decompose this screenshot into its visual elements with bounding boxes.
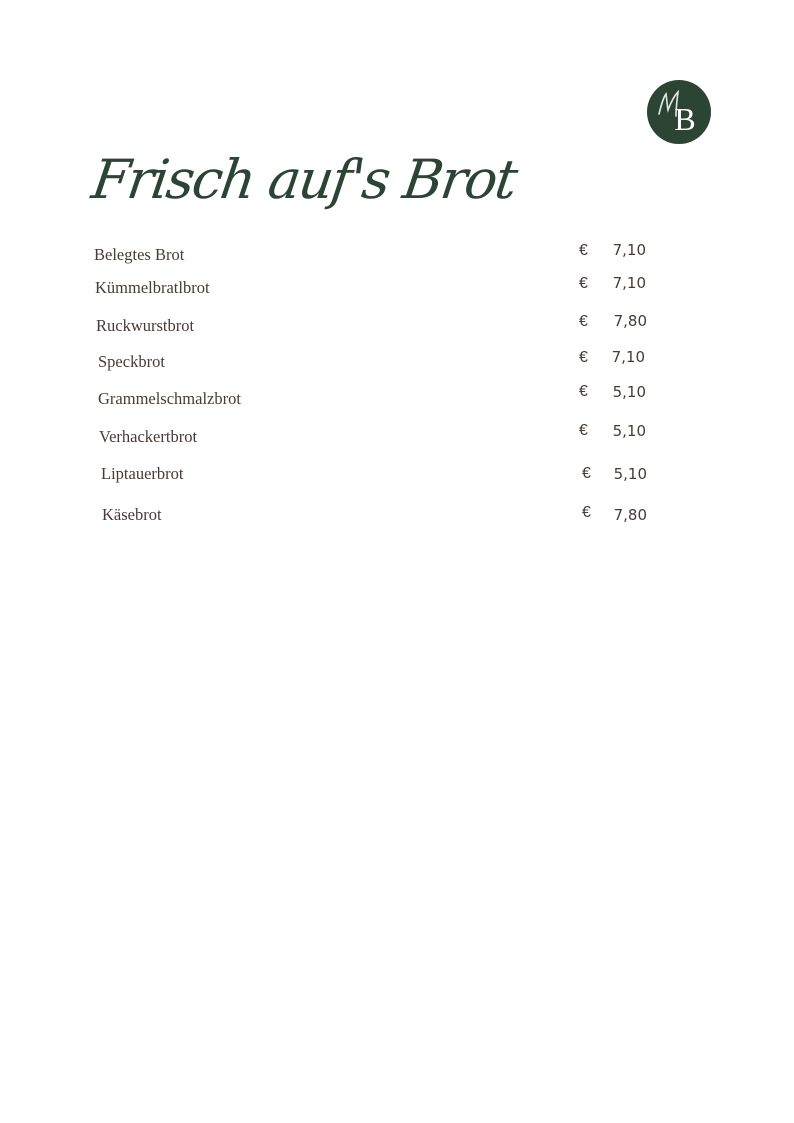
page-title: Frisch auf's Brot [88, 148, 520, 211]
item-price: 7,10 [611, 348, 645, 366]
item-name: Belegtes Brot [94, 245, 185, 264]
menu-item [0, 464, 794, 488]
menu-item [0, 312, 794, 340]
currency-symbol: € [579, 349, 588, 366]
item-price: 5,10 [613, 465, 647, 483]
item-name: Ruckwurstbrot [96, 316, 195, 335]
item-price: 5,10 [612, 383, 646, 401]
currency-symbol: € [582, 504, 591, 521]
item-name: Verhackertbrot [99, 427, 198, 446]
menu-item [0, 422, 794, 451]
currency-symbol: € [582, 465, 591, 482]
item-name: Käsebrot [102, 505, 162, 524]
item-name: Liptauerbrot [101, 464, 184, 483]
currency-symbol: € [579, 275, 588, 292]
menu-item [0, 505, 794, 529]
item-name: Grammelschmalzbrot [98, 389, 241, 408]
item-name: Kümmelbratlbrot [95, 278, 210, 297]
svg-text:B: B [674, 101, 696, 137]
menu-item [0, 274, 794, 302]
menu-item [0, 383, 794, 413]
item-price: 5,10 [612, 422, 646, 440]
item-price: 7,10 [612, 274, 646, 292]
currency-symbol: € [579, 313, 588, 330]
item-name: Speckbrot [98, 352, 165, 371]
menu-item [0, 348, 794, 376]
menu-list [0, 0, 794, 560]
currency-symbol: € [579, 422, 588, 439]
item-price: 7,80 [613, 506, 647, 524]
currency-symbol: € [579, 383, 588, 400]
item-price: 7,10 [612, 241, 646, 259]
menu-item [0, 241, 794, 269]
currency-symbol: € [579, 242, 588, 259]
item-price: 7,80 [613, 312, 647, 330]
